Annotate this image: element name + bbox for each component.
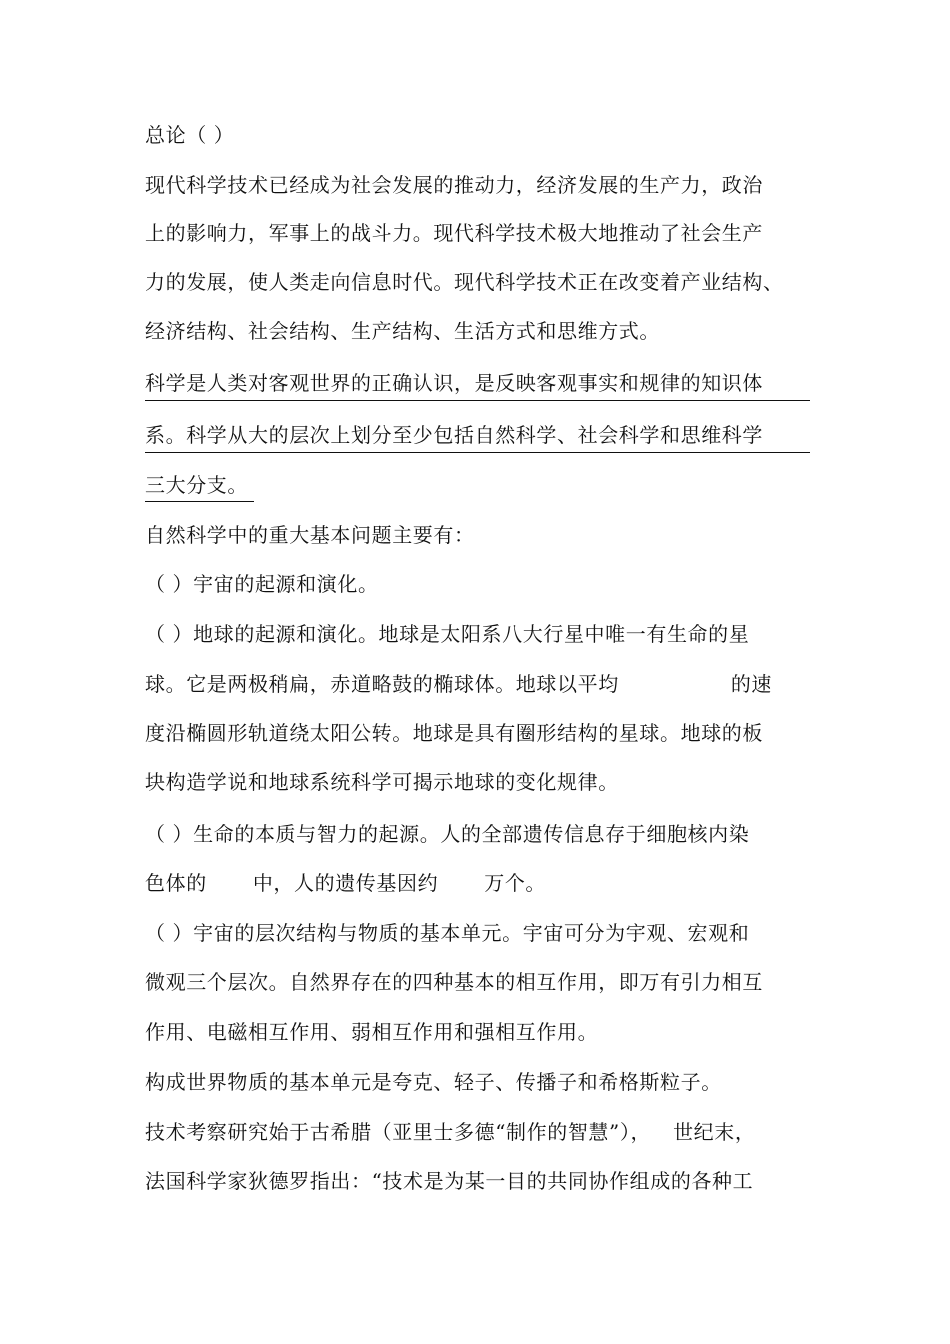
paragraph-line: 技术考察研究始于古希腊（亚里士多德“制作的智慧”）， 世纪末， <box>145 1120 756 1144</box>
paragraph-line: 自然科学中的重大基本问题主要有： <box>145 523 475 547</box>
paragraph-line: 微观三个层次。自然界存在的四种基本的相互作用，即万有引力相互 <box>145 970 763 994</box>
paragraph-line: 法国科学家狄德罗指出：“技术是为某一目的共同协作组成的各种工 <box>145 1169 754 1193</box>
paragraph-line: 球。它是两极稍扁，赤道略鼓的椭球体。地球以平均 的速 <box>145 672 773 696</box>
list-item: （ ）生命的本质与智力的起源。人的全部遗传信息存于细胞核内染 <box>145 822 750 846</box>
underlined-paragraph-line: 系。科学从大的层次上划分至少包括自然科学、社会科学和思维科学 <box>145 418 810 453</box>
paragraph-line: 经济结构、社会结构、生产结构、生活方式和思维方式。 <box>145 319 660 343</box>
paragraph-line: 上的影响力，军事上的战斗力。现代科学技术极大地推动了社会生产 <box>145 221 763 245</box>
underlined-paragraph-line: 科学是人类对客观世界的正确认识，是反映客观事实和规律的知识体 <box>145 366 810 401</box>
paragraph-line: 构成世界物质的基本单元是夸克、轻子、传播子和希格斯粒子。 <box>145 1070 722 1094</box>
paragraph-line: 作用、电磁相互作用、弱相互作用和强相互作用。 <box>145 1020 599 1044</box>
section-title: 总论（ ） <box>145 123 235 147</box>
paragraph-line: 力的发展，使人类走向信息时代。现代科学技术正在改变着产业结构、 <box>145 270 784 294</box>
paragraph-line: 度沿椭圆形轨道绕太阳公转。地球是具有圈形结构的星球。地球的板 <box>145 721 763 745</box>
paragraph-line: 现代科学技术已经成为社会发展的推动力，经济发展的生产力，政治 <box>145 173 763 197</box>
paragraph-line: 块构造学说和地球系统科学可揭示地球的变化规律。 <box>145 770 619 794</box>
list-item: （ ）宇宙的层次结构与物质的基本单元。宇宙可分为宇观、宏观和 <box>145 921 750 945</box>
underlined-paragraph-line: 三大分支。 <box>145 468 810 502</box>
list-item: （ ）地球的起源和演化。地球是太阳系八大行星中唯一有生命的星 <box>145 622 750 646</box>
list-item: （ ）宇宙的起源和演化。 <box>145 572 379 596</box>
paragraph-line: 色体的 中，人的遗传基因约 万个。 <box>145 871 547 895</box>
